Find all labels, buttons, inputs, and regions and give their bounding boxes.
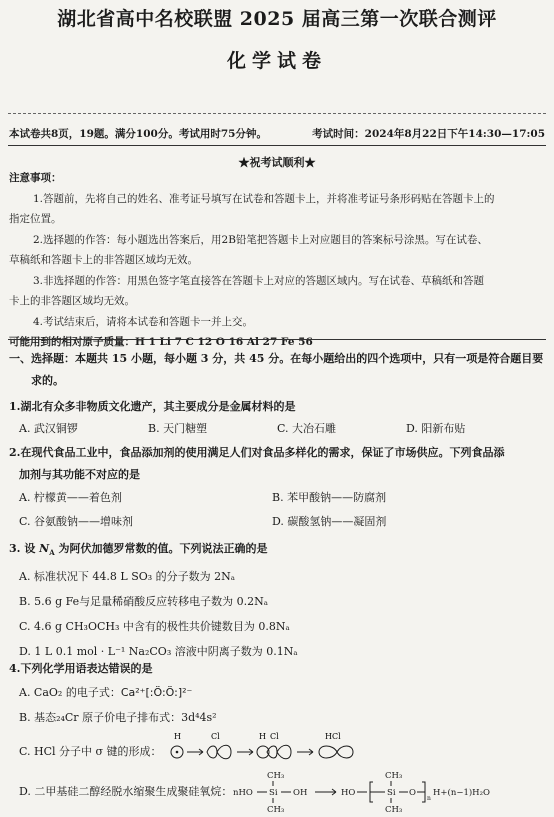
q2-option-c: C. 谷氨酸钠——增味剂	[19, 515, 134, 528]
q4-option-a	[9, 680, 545, 705]
question-2-stem: 2.在现代食品工业中，食品添加剂的使用满足人们对食品多样化的需求，保证了市场供应。下列食品添	[9, 446, 505, 459]
sigma-bond-diagram	[167, 730, 357, 766]
divider-info	[8, 145, 546, 146]
d-n-ho: nHO	[233, 788, 253, 798]
d-ch3-bottom: CH₃	[267, 805, 285, 814]
question-1	[9, 396, 545, 439]
exam-info	[9, 126, 545, 141]
question-2-options-row1	[9, 486, 545, 510]
notice-item-3: 3.非选择题的作答：用黑色签字笔直接答在答题卡上对应的答题区域内。写在试卷、草稿纸和答题	[33, 274, 485, 287]
notice-item-4: 4.考试结束后，请将本试卷和答题卡一并上交。	[33, 315, 254, 328]
question-1-options	[9, 418, 545, 439]
question-4-stem: 4.下列化学用语表达错误的是	[9, 662, 153, 675]
notice-heading: 注意事项：	[9, 172, 62, 184]
q3-stem-sub: A	[49, 548, 55, 558]
q3-stem-post: 为阿伏加德罗常数的值。下列说法正确的是	[54, 542, 268, 555]
d-o: O	[409, 788, 416, 798]
c-label-cl2: Cl	[270, 732, 279, 741]
d-ch3-top: CH₃	[267, 771, 285, 781]
q1-option-b: B. 天门糖塑	[148, 422, 208, 435]
q3-option-a: A. 标准状况下 44.8 L SO₃ 的分子数为 2Nₐ	[19, 570, 236, 584]
question-4	[9, 658, 545, 814]
exam-info-left: 本试卷共8页，19题。满分100分。考试用时75分钟。	[9, 128, 267, 140]
polymerization-equation	[233, 770, 543, 814]
q4-option-d	[9, 770, 545, 814]
notice-item-2: 2.选择题的作答：每小题选出答案后，用2B铅笔把答题卡上对应题目的答案标号涂黑。写在试卷、	[33, 233, 488, 246]
c-label-h: H	[174, 732, 181, 741]
q4-option-c-text: C. HCl 分子中 σ 键的形成：	[19, 745, 162, 758]
question-2-stem-cont: 加剂与其功能不对应的是	[19, 468, 140, 481]
question-3-stem	[9, 538, 545, 564]
d-ch3-bottom-2: CH₃	[385, 805, 403, 814]
q1-option-d: D. 阳新布贴	[406, 422, 466, 435]
d-oh: OH	[293, 788, 308, 798]
d-si: Si	[269, 788, 278, 798]
notice-item-2-cont: 草稿纸和答题卡上的非答题区域均无效。	[9, 254, 198, 266]
question-1-stem: 1.湖北有众多非物质文化遗产，其主要成分是金属材料的是	[9, 400, 296, 413]
section-heading-line2: 求的。	[31, 374, 64, 387]
c-label-hcl: HCl	[325, 732, 341, 741]
q2-option-d: D. 碳酸氢钠——凝固剂	[272, 515, 387, 528]
q4-option-b: B. 基态₂₄Cr 原子价电子排布式：3d⁴4s²	[19, 711, 217, 724]
c-label-cl: Cl	[211, 732, 220, 741]
d-ch3-top-2: CH₃	[385, 771, 403, 781]
q1-option-a: A. 武汉铜锣	[19, 422, 78, 435]
overlap-orbital	[267, 745, 291, 759]
q4-option-d-text: D. 二甲基硅二醇经脱水缩聚生成聚硅氧烷：	[19, 785, 233, 798]
notice-item-1: 1.答题前，先将自己的姓名、准考证号填写在试卷和答题卡上，并将准考证号条形码贴在答题卡上的	[33, 192, 495, 205]
q3-stem-na: N	[39, 542, 50, 555]
question-2	[9, 442, 545, 534]
q3-option-b: B. 5.6 g Fe与足量稀硝酸反应转移电子数为 0.2Nₐ	[19, 595, 269, 609]
divider-section	[8, 339, 546, 340]
d-n-sub: n	[427, 795, 431, 802]
subject-title: 化学试卷	[226, 50, 327, 72]
h-nucleus	[176, 751, 179, 754]
exam-info-right: 考试时间：2024年8月22日下午14:30—17:05	[312, 128, 545, 140]
d-ho-prod: HO	[341, 788, 356, 798]
q1-option-c: C. 大冶石雕	[277, 422, 337, 435]
hcl-sigma-orbital	[319, 746, 353, 758]
q3-stem-pre: 3. 设	[9, 542, 40, 555]
cao2-electron-formula: Ca²⁺[:Ö:Ö:]²⁻	[120, 686, 193, 699]
q4-option-a-text: A. CaO₂ 的电子式：	[19, 686, 121, 699]
notice-item-3-cont: 卡上的非答题区域均无效。	[9, 295, 135, 307]
q3-option-d: D. 1 L 0.1 mol · L⁻¹ Na₂CO₃ 溶液中阴离子数为 0.1Nₐ	[19, 645, 298, 659]
notice-item-1-cont: 指定位置。	[9, 213, 62, 225]
section-heading-line1: 一、选择题：本题共 15 小题，每小题 3 分，共 45 分。在每小题给出的四个选项中，只有一项是符合题目要	[9, 352, 544, 365]
q3-option-c: C. 4.6 g CH₃OCH₃ 中含有的极性共价键数目为 0.8Nₐ	[19, 620, 290, 634]
good-luck-banner: ★祝考试顺利★	[238, 156, 316, 169]
q4-option-c	[9, 730, 545, 764]
q2-option-b: B. 苯甲酸钠——防腐剂	[272, 491, 387, 504]
notice-block	[9, 168, 545, 353]
question-2-options-row2	[9, 510, 545, 534]
q2-option-a: A. 柠檬黄——着色剂	[19, 491, 122, 504]
section-heading	[9, 348, 545, 392]
atomic-masses: 可能用到的相对原子质量：H 1 Li 7 C 12 O 16 Al 27 Fe 56	[9, 336, 313, 348]
exam-title: 湖北省高中名校联盟 2025 届高三第一次联合测评	[57, 8, 497, 30]
c-label-h2: H	[259, 732, 266, 741]
question-3	[9, 538, 545, 664]
divider-top	[8, 113, 546, 114]
d-tail: H+(n−1)H₂O	[433, 788, 490, 798]
d-si-2: Si	[387, 788, 396, 798]
cl-p-orbital	[207, 745, 231, 759]
